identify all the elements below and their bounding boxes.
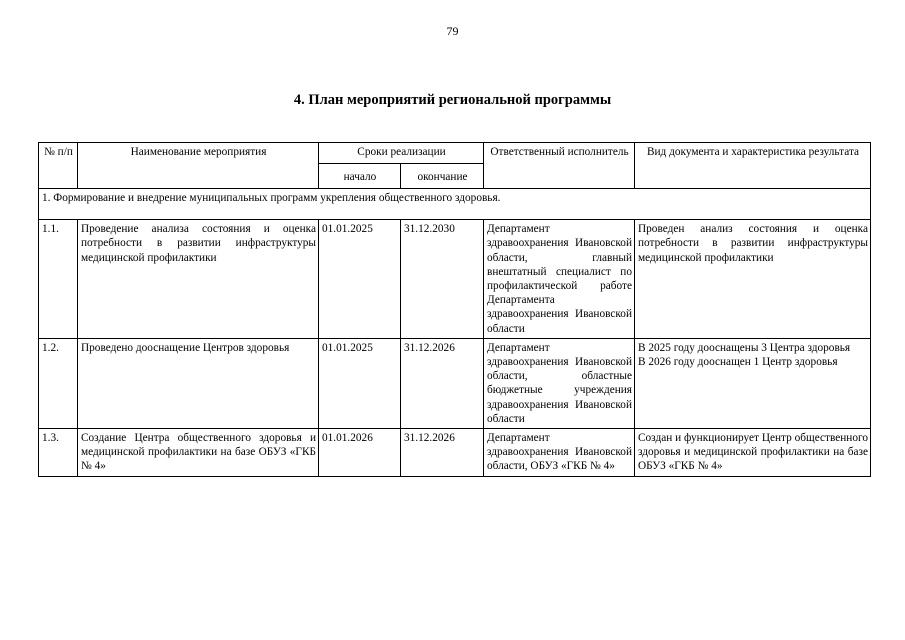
header-start: начало	[319, 164, 401, 189]
row-name: Проведение анализа состояния и оценка потребности в развитии инфраструктуры медицинской профилактики	[78, 220, 319, 339]
section-row	[39, 189, 871, 220]
row-responsible: Департамент здравоохранения Ивановской области, областные бюджетные учреждения здравоохранения Ивановской области	[484, 338, 635, 428]
header-name: Наименование мероприятия	[78, 143, 319, 189]
row-result: Проведен анализ состояния и оценка потребности в развитии инфраструктуры медицинской профилактики	[635, 220, 871, 339]
row-responsible: Департамент здравоохранения Ивановской области, главный внештатный специалист по профилактической работе Департамента здравоохранения Ивановской области	[484, 220, 635, 339]
header-responsible: Ответственный исполнитель	[484, 143, 635, 189]
row-start: 01.01.2025	[319, 338, 401, 428]
table-row	[39, 338, 871, 428]
row-result-line: В 2025 году дооснащены 3 Центра здоровья	[638, 341, 851, 354]
row-end: 31.12.2030	[401, 220, 484, 339]
table-row	[39, 220, 871, 339]
row-name: Создание Центра общественного здоровья и медицинской профилактики на базе ОБУЗ «ГКБ № 4»	[78, 429, 319, 477]
row-result	[635, 338, 871, 428]
row-result-line: В 2026 году дооснащен 1 Центр здоровья	[638, 356, 838, 369]
section-heading: 4. План мероприятий региональной программы	[293, 92, 612, 108]
row-result: Создан и функционирует Центр общественного здоровья и медицинской профилактики на базе ОБУЗ «ГКБ № 4»	[635, 429, 871, 477]
header-result: Вид документа и характеристика результата	[635, 143, 871, 189]
header-period: Сроки реализации	[319, 143, 484, 164]
page-number: 79	[446, 24, 459, 38]
table-row	[39, 429, 871, 477]
header-end: окончание	[401, 164, 484, 189]
row-num: 1.3.	[39, 429, 78, 477]
row-end: 31.12.2026	[401, 429, 484, 477]
header-num: № п/п	[39, 143, 78, 189]
row-num: 1.1.	[39, 220, 78, 339]
row-name: Проведено дооснащение Центров здоровья	[78, 338, 319, 428]
row-end: 31.12.2026	[401, 338, 484, 428]
table-header-row	[39, 143, 871, 164]
row-start: 01.01.2025	[319, 220, 401, 339]
row-num: 1.2.	[39, 338, 78, 428]
plan-table	[38, 142, 871, 477]
row-start: 01.01.2026	[319, 429, 401, 477]
section-title: 1. Формирование и внедрение муниципальных программ укрепления общественного здоровья.	[39, 189, 871, 220]
row-responsible: Департамент здравоохранения Ивановской области, ОБУЗ «ГКБ № 4»	[484, 429, 635, 477]
